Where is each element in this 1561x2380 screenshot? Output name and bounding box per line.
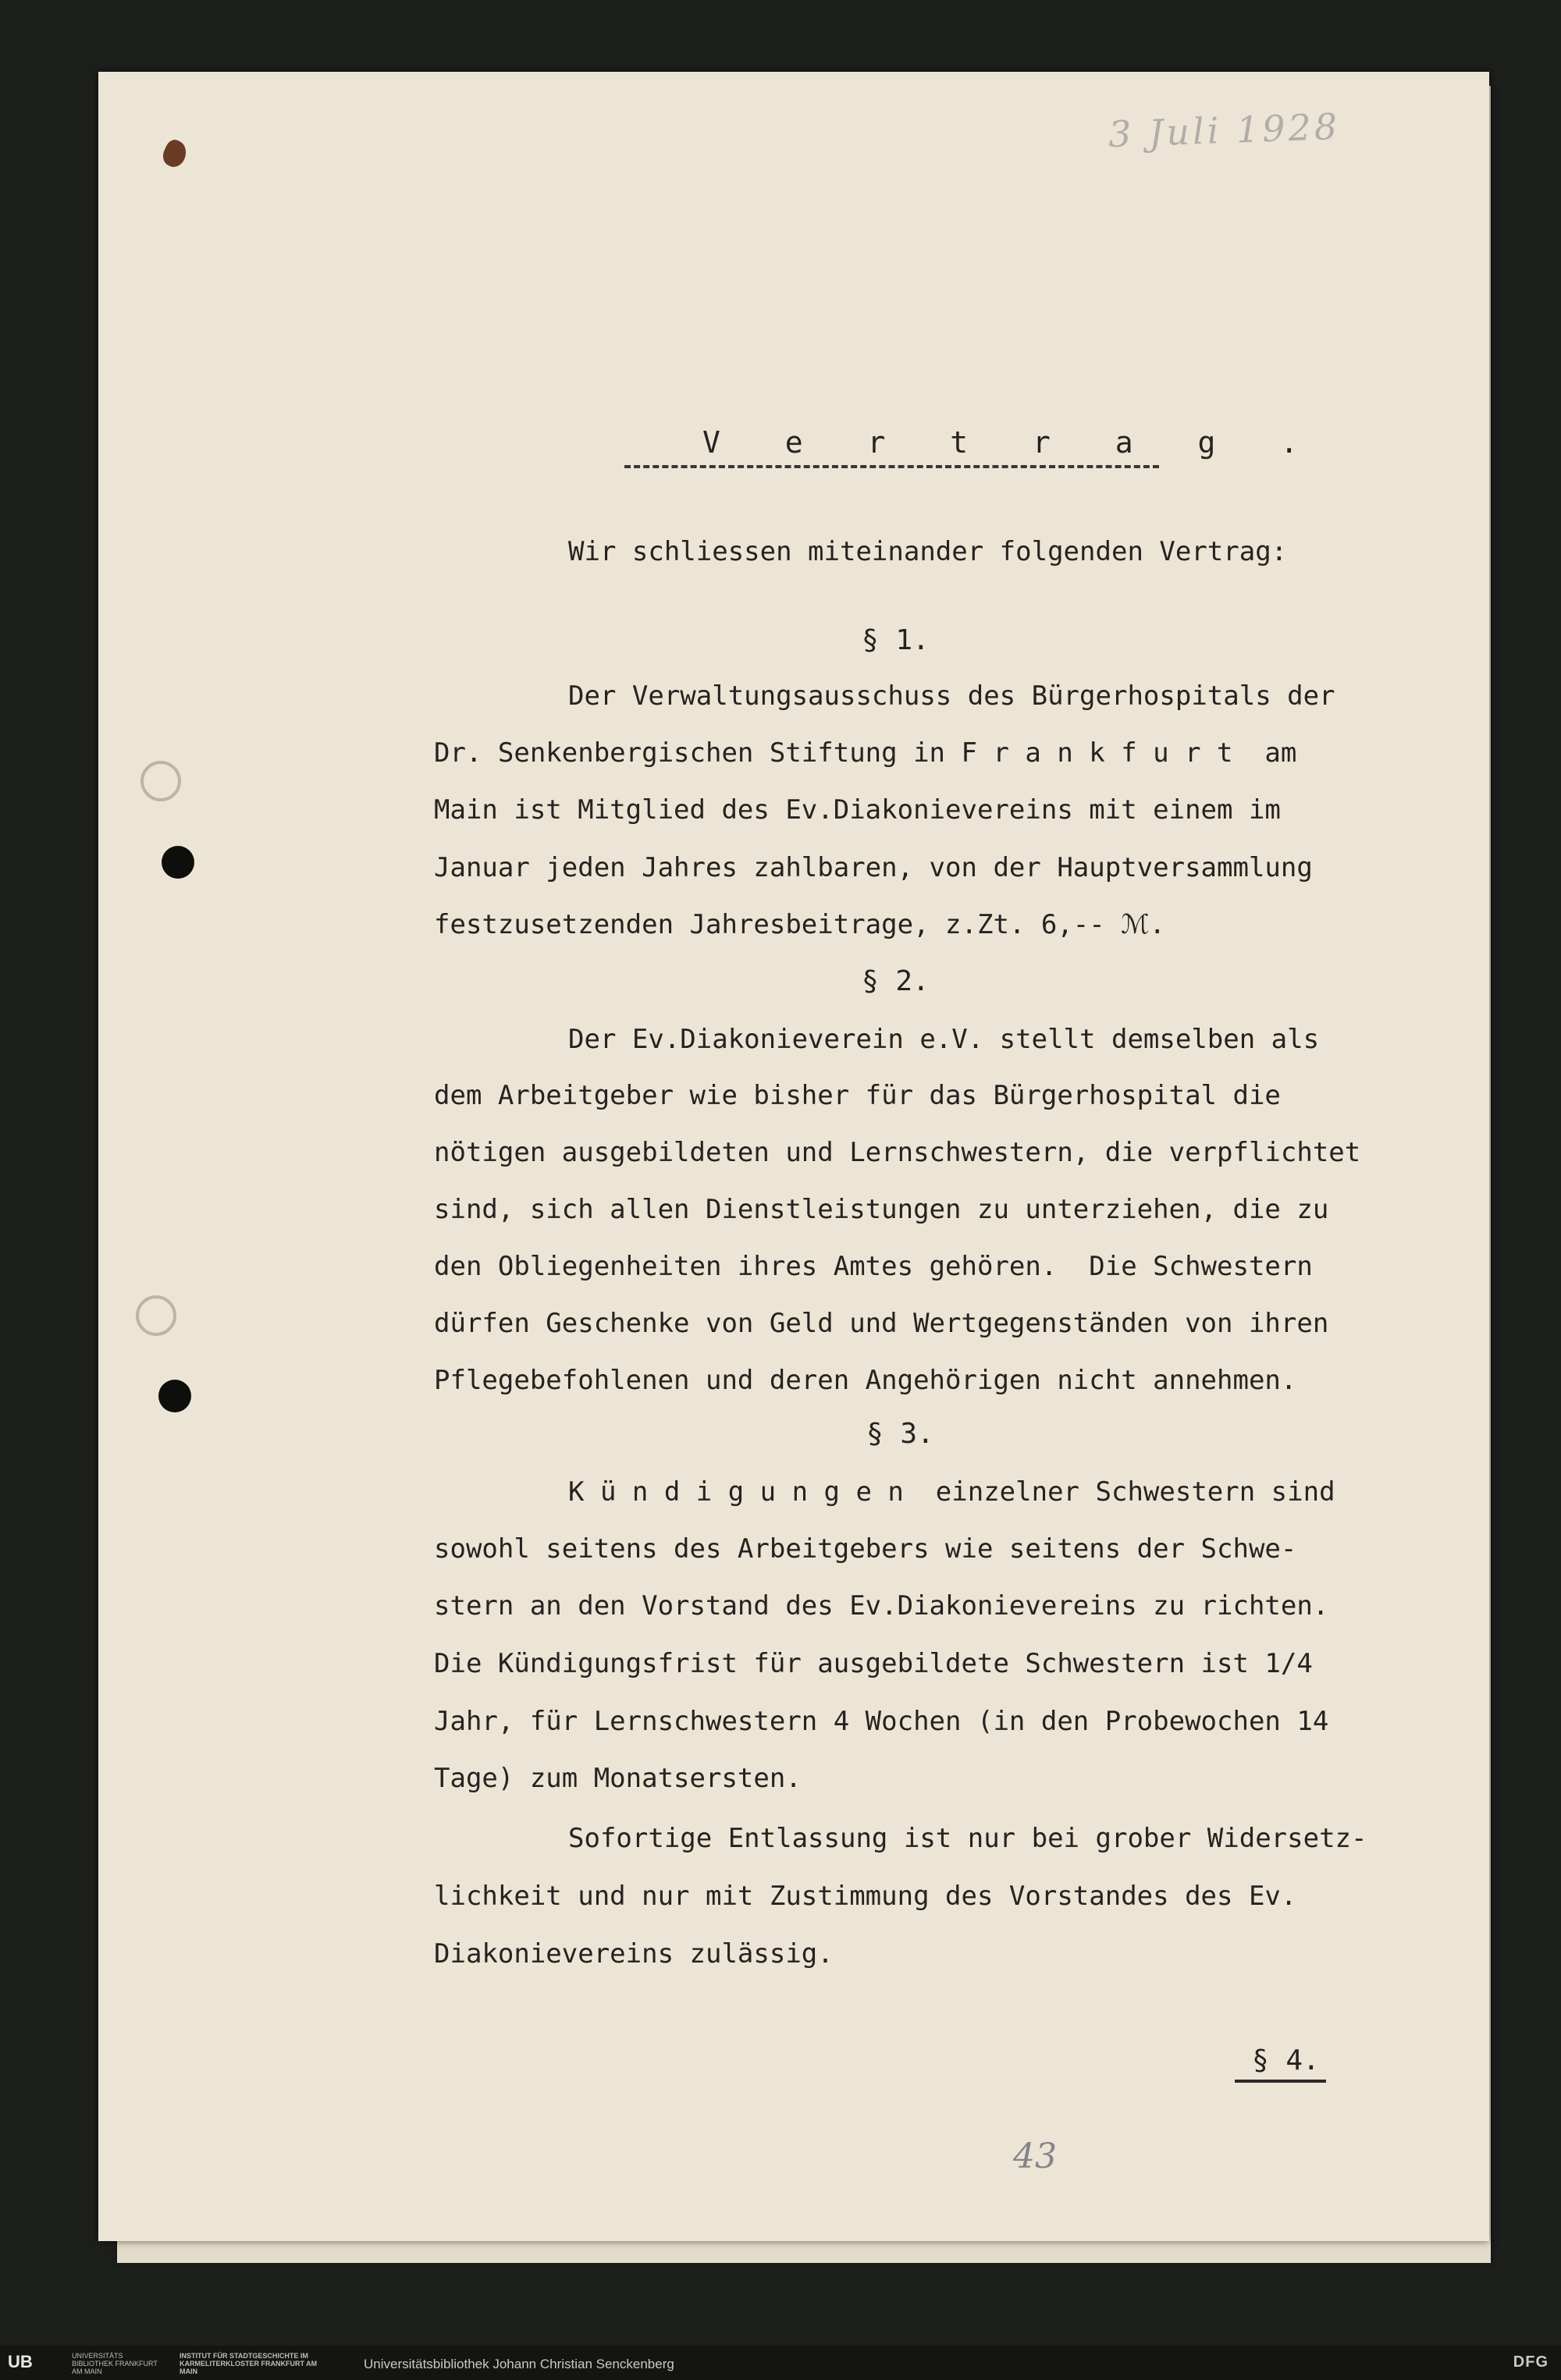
paragraph-line: Pflegebefohlenen und deren Angehörigen nicht annehmen. [434,1365,1297,1396]
ub-logo-subtitle: UNIVERSITÄTS BIBLIOTHEK FRANKFURT AM MAIN [72,2352,158,2375]
punch-hole-ghost [140,761,181,801]
page-number: 43 [1013,2137,1057,2176]
paragraph-line: K ü n d i g u n g e n einzelner Schwestern sind [568,1476,1335,1508]
paragraph-line: Jahr, für Lernschwestern 4 Wochen (in den Probewochen 14 [434,1706,1329,1737]
library-name: Universitätsbibliothek Johann Christian Senckenberg [364,2357,674,2371]
paragraph-line: Die Kündigungsfrist für ausgebildete Schwestern ist 1/4 [434,1648,1313,1679]
section-heading: § 1. [862,624,930,656]
section-heading: § 2. [862,965,930,997]
paragraph-line: Der Ev.Diakonieverein e.V. stellt demselben als [568,1024,1320,1055]
section-heading: § 3. [866,1418,934,1450]
paragraph-line: Tage) zum Monatsersten. [434,1763,802,1794]
paragraph-line: festzusetzenden Jahresbeitrage, z.Zt. 6,-- ℳ. [434,909,1166,940]
paragraph-line: sind, sich allen Dienstleistungen zu unterziehen, die zu [434,1194,1329,1225]
paragraph-line: Der Verwaltungsausschuss des Bürgerhospitals der [568,680,1335,712]
punch-hole-ghost [136,1295,176,1336]
punch-hole [162,846,194,879]
paragraph-line: dürfen Geschenke von Geld und Wertgegenständen von ihren [434,1308,1329,1339]
handwritten-annotation: 3 Juli 1928 [1108,105,1341,156]
paragraph-line: stern an den Vorstand des Ev.Diakonievereins zu richten. [434,1590,1329,1622]
paragraph-line: Sofortige Entlassung ist nur bei grober Widersetz- [568,1823,1367,1854]
ub-logo: UB [8,2352,33,2371]
footer-bar [0,2346,1561,2380]
intro-line: Wir schliessen miteinander folgenden Vertrag: [568,536,1288,567]
next-section-reference: § 4. [1235,2044,1326,2083]
institute-logo: INSTITUT FÜR STADTGESCHICHTE IM KARMELITERKLOSTER FRANKFURT AM MAIN [180,2352,318,2375]
paragraph-line: den Obliegenheiten ihres Amtes gehören. Die Schwestern [434,1251,1313,1282]
document-title: V e r t r a g . [702,425,1322,460]
title-underline [624,465,1159,468]
paragraph-line: Januar jeden Jahres zahlbaren, von der Hauptversammlung [434,852,1313,883]
paragraph-line: nötigen ausgebildeten und Lernschwestern, die verpflichtet [434,1137,1361,1168]
paragraph-line: dem Arbeitgeber wie bisher für das Bürgerhospital die [434,1080,1281,1111]
paragraph-line: Main ist Mitglied des Ev.Diakonievereins mit einem im [434,794,1281,826]
paragraph-line: Diakonievereins zulässig. [434,1938,834,1970]
dfg-logo: DFG [1513,2353,1549,2371]
paragraph-line: lichkeit und nur mit Zustimmung des Vorstandes des Ev. [434,1881,1297,1912]
paragraph-line: sowohl seitens des Arbeitgebers wie seitens der Schwe- [434,1533,1297,1565]
punch-hole [158,1380,191,1412]
paragraph-line: Dr. Senkenbergischen Stiftung in F r a n k f u r t am [434,737,1297,769]
